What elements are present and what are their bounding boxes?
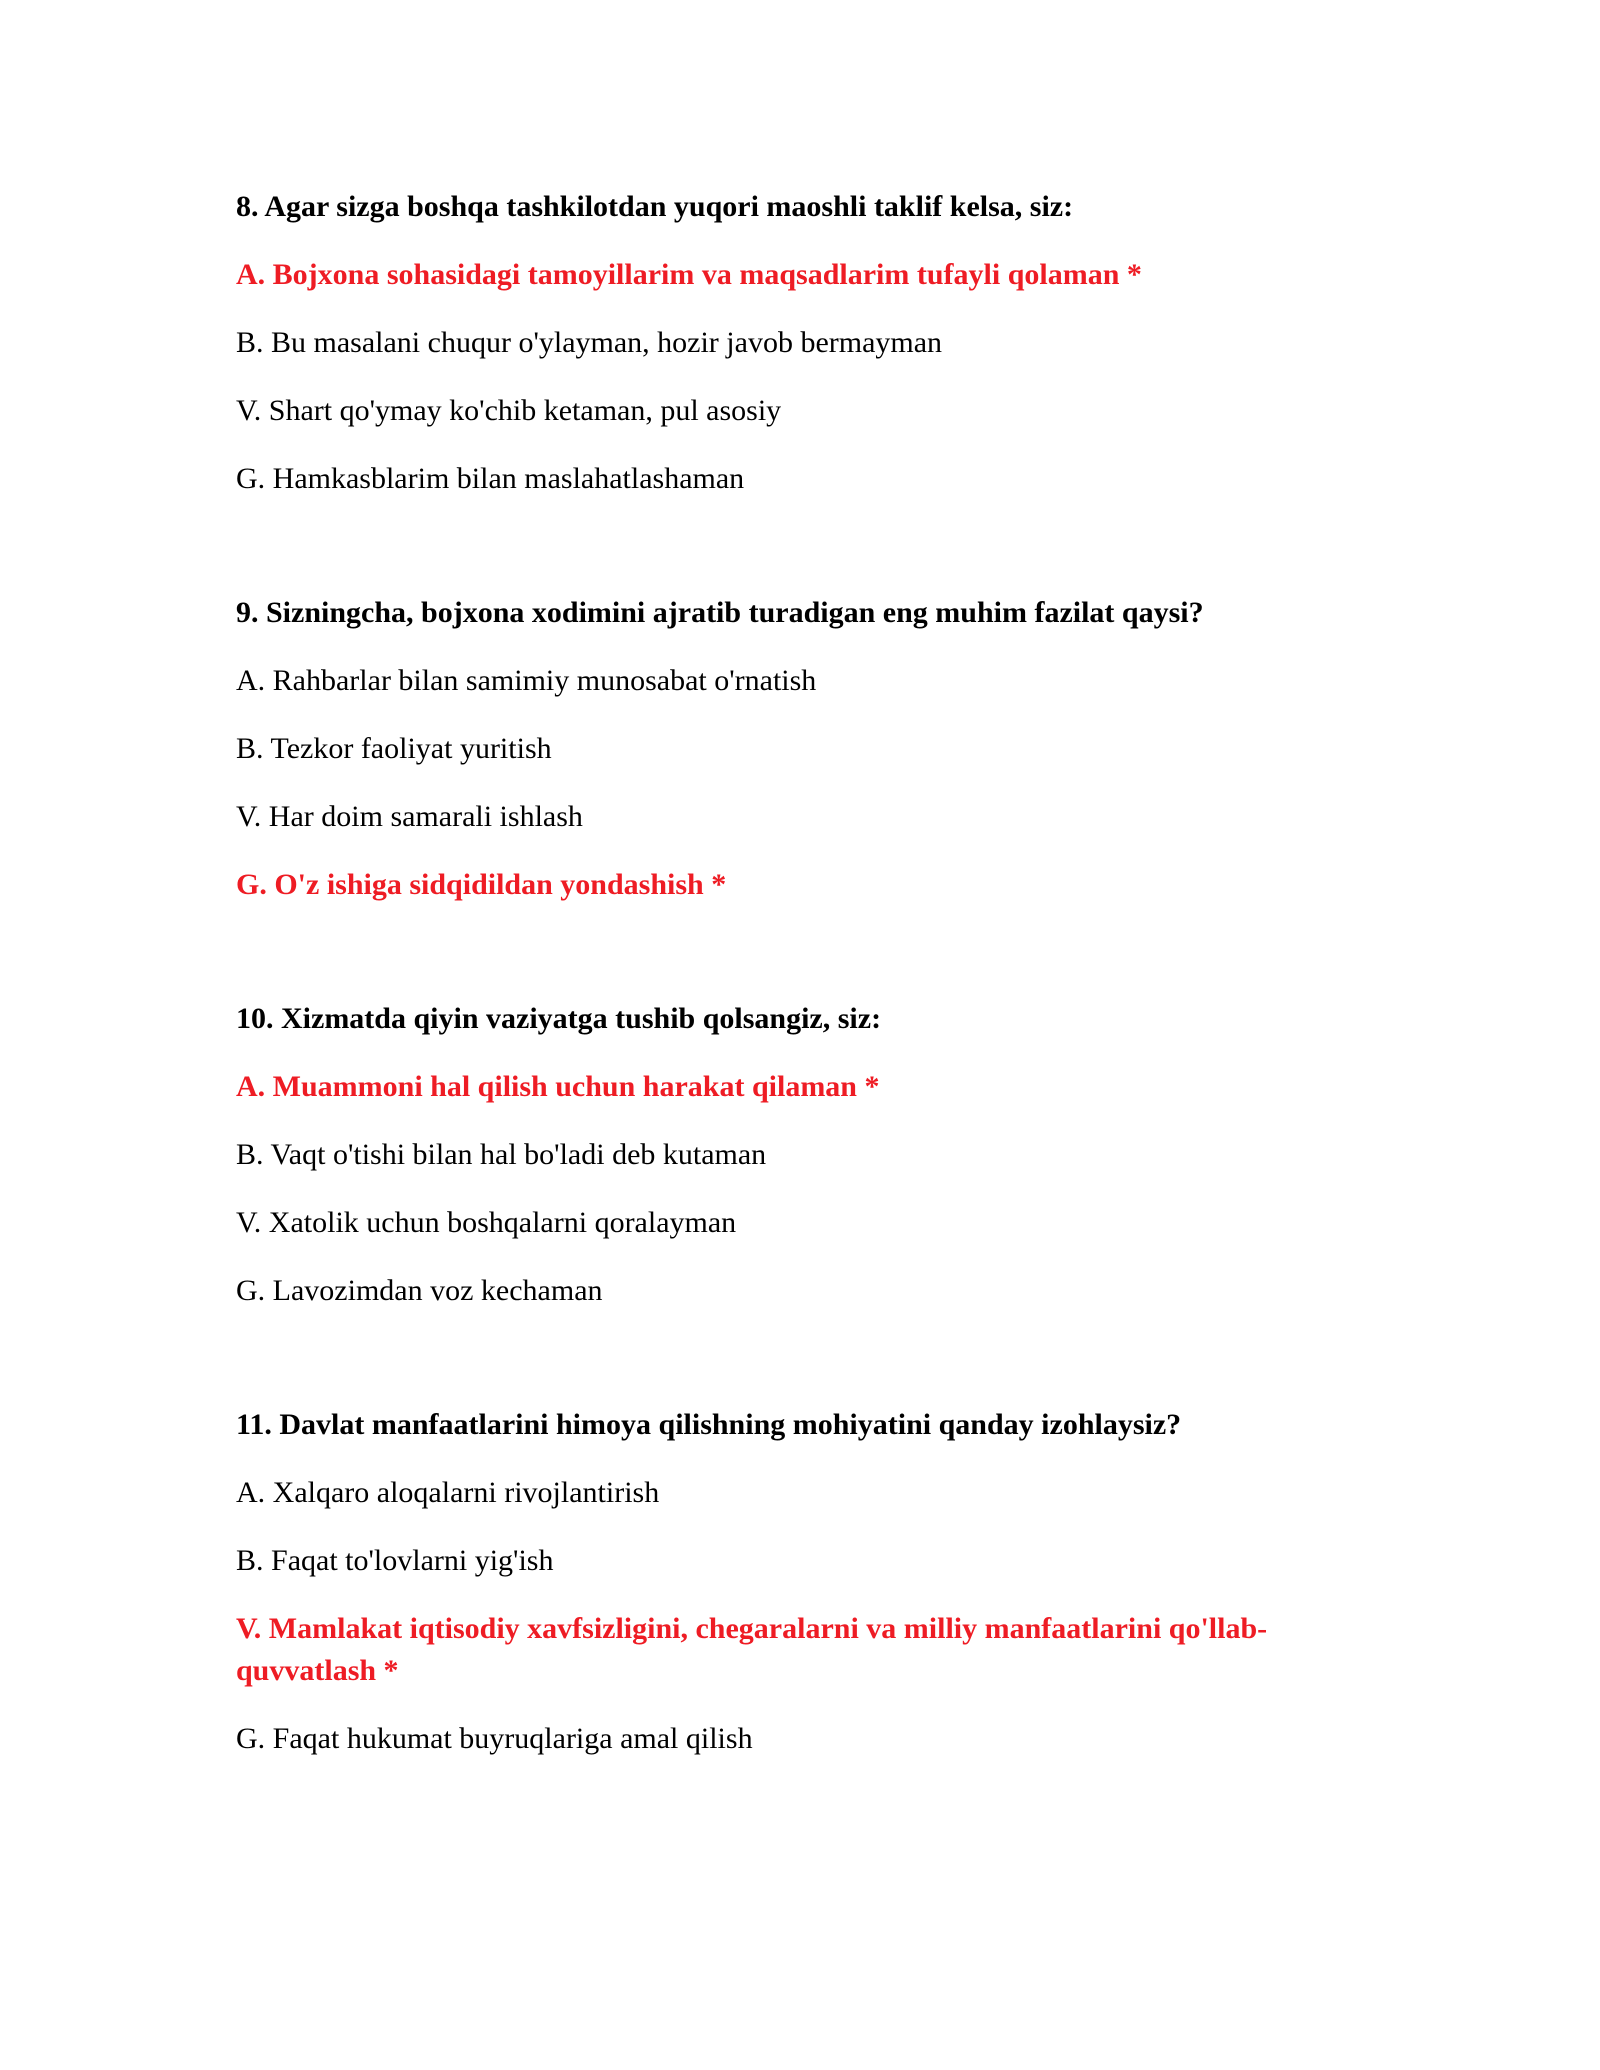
answer-option: B. Vaqt o'tishi bilan hal bo'ladi deb kutaman — [236, 1138, 767, 1171]
answer-option: V. Har doim samarali ishlash — [236, 800, 583, 833]
answer-option: G. Hamkasblarim bilan maslahatlashaman — [236, 462, 745, 495]
answer-option: A. Rahbarlar bilan samimiy munosabat o'rnatish — [236, 664, 817, 697]
question-text: 9. Sizningcha, bojxona xodimini ajratib turadigan eng muhim fazilat qaysi? — [236, 596, 1204, 629]
answer-option: V. Shart qo'ymay ko'chib ketaman, pul asosiy — [236, 394, 782, 427]
question-11 — [236, 1404, 1376, 1760]
question-text: 10. Xizmatda qiyin vaziyatga tushib qolsangiz, siz: — [236, 1002, 882, 1035]
question-10 — [236, 998, 1376, 1312]
answer-option: B. Tezkor faoliyat yuritish — [236, 732, 552, 765]
answer-option: B. Bu masalani chuqur o'ylayman, hozir javob bermayman — [236, 326, 943, 359]
correct-answer-option: V. Mamlakat iqtisodiy xavfsizligini, chegaralarni va milliy manfaatlarini qo'llab-quvvatlash * — [236, 1612, 1268, 1687]
question-text: 11. Davlat manfaatlarini himoya qilishning mohiyatini qanday izohlaysiz? — [236, 1408, 1182, 1441]
answer-option: G. Lavozimdan voz kechaman — [236, 1274, 603, 1307]
answer-option: B. Faqat to'lovlarni yig'ish — [236, 1544, 554, 1577]
answer-option: A. Xalqaro aloqalarni rivojlantirish — [236, 1476, 660, 1509]
question-8 — [236, 186, 1376, 500]
answer-option: V. Xatolik uchun boshqalarni qoralayman — [236, 1206, 737, 1239]
correct-answer-option: A. Muammoni hal qilish uchun harakat qilaman * — [236, 1070, 880, 1103]
question-text: 8. Agar sizga boshqa tashkilotdan yuqori maoshli taklif kelsa, siz: — [236, 190, 1074, 223]
answer-option: G. Faqat hukumat buyruqlariga amal qilish — [236, 1722, 753, 1755]
correct-answer-option: A. Bojxona sohasidagi tamoyillarim va maqsadlarim tufayli qolaman * — [236, 258, 1142, 291]
question-9 — [236, 592, 1376, 906]
correct-answer-option: G. O'z ishiga sidqidildan yondashish * — [236, 868, 727, 901]
